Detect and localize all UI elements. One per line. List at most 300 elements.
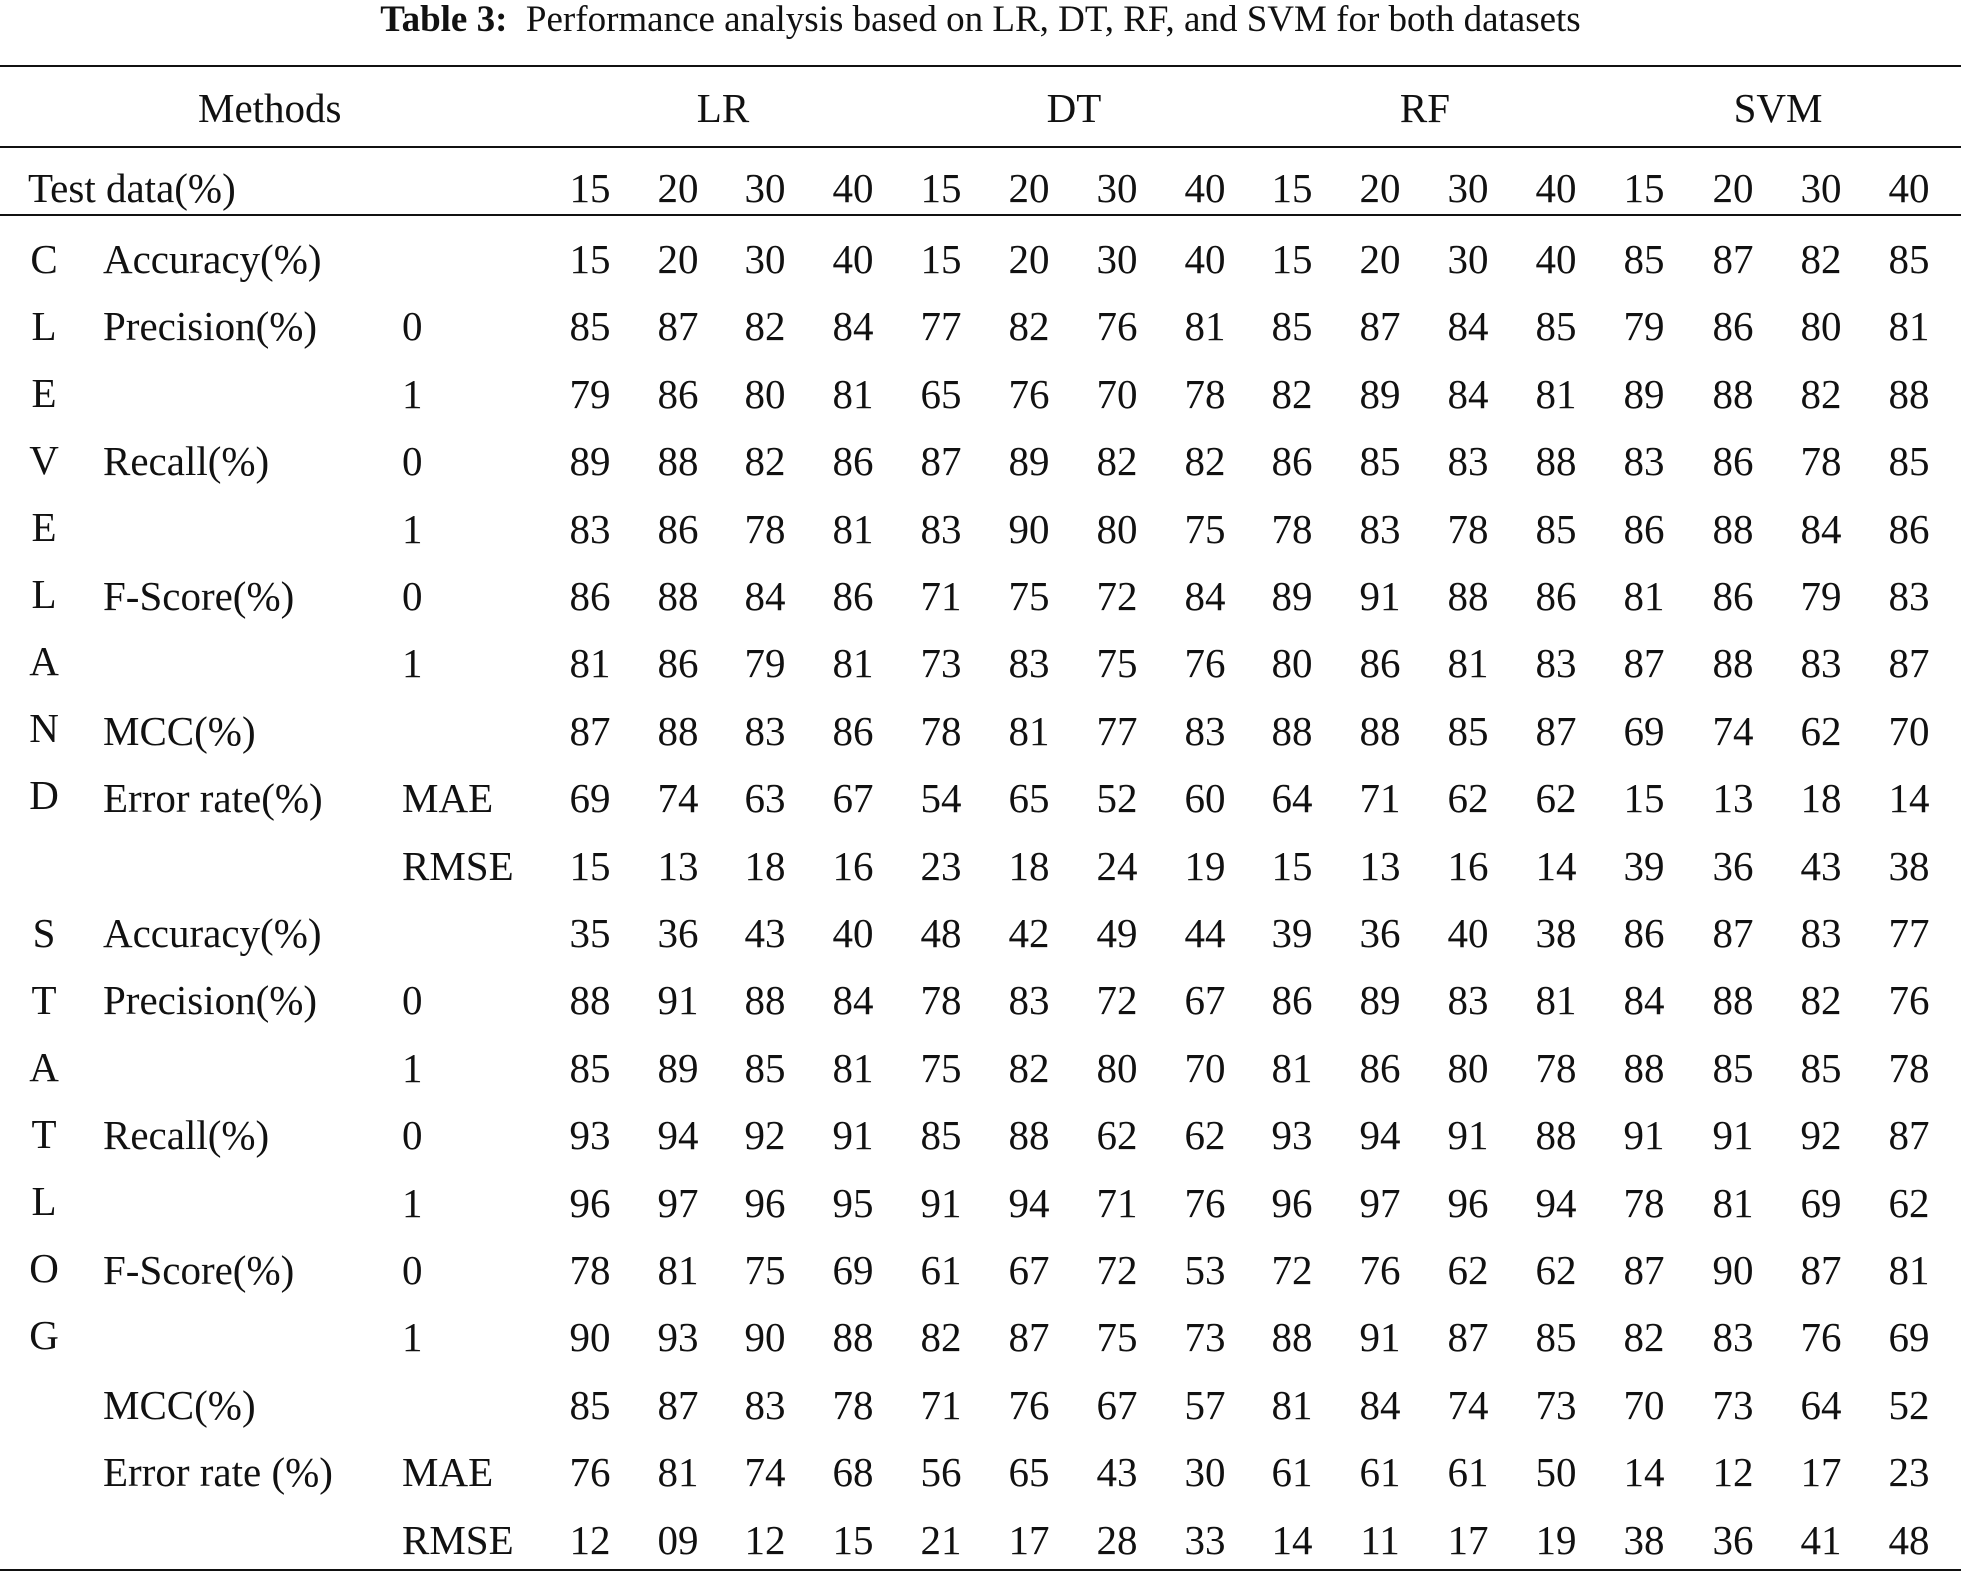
table-cell-value: 69 — [569, 775, 611, 822]
table-cell-value: 85 — [1623, 236, 1665, 282]
table-cell-value: 87 — [657, 1381, 699, 1428]
table-cell-value: 85 — [1535, 505, 1577, 552]
class-label: 0 — [402, 573, 423, 619]
table-cell-value: 70 — [1184, 1044, 1226, 1091]
table-cell-value: 80 — [1447, 1044, 1489, 1091]
table-cell-value: 88 — [832, 1314, 874, 1361]
table-cell-value: 86 — [1712, 303, 1754, 350]
metric-label: Error rate(%) — [103, 775, 323, 822]
table-cell-value: 71 — [1359, 775, 1401, 822]
table-cell-value: 86 — [657, 505, 699, 552]
table-cell-value: 17 — [1800, 1449, 1842, 1496]
table-cell-value: 93 — [1271, 1112, 1313, 1159]
class-label: 0 — [402, 1112, 423, 1159]
table-cell-value: 72 — [1271, 1247, 1313, 1293]
table-cell-value: 76 — [569, 1449, 611, 1496]
table-cell-value: 85 — [1535, 1314, 1577, 1361]
table-cell-value: 82 — [1271, 370, 1313, 417]
table-cell-value: 88 — [1888, 370, 1930, 417]
dataset-letter: A — [29, 1044, 59, 1090]
table-cell-value: 64 — [1800, 1381, 1842, 1428]
table-cell-value: 87 — [657, 303, 699, 350]
table-cell-value: 62 — [1888, 1179, 1930, 1226]
table-cell-value: 87 — [920, 438, 962, 485]
table-cell-value: 61 — [1447, 1449, 1489, 1496]
table-cell-value: 40 — [832, 910, 874, 956]
table-cell-value: 78 — [832, 1381, 874, 1428]
table-cell-value: 14 — [1888, 775, 1930, 822]
table-cell-value: 82 — [1623, 1314, 1665, 1361]
table-cell-value: 84 — [1447, 370, 1489, 417]
table-cell-value: 79 — [744, 640, 786, 687]
table-cell-value: 80 — [1271, 640, 1313, 687]
table-cell-value: 95 — [832, 1179, 874, 1226]
table-cell-value: 77 — [920, 303, 962, 350]
table-cell-value: 87 — [1712, 236, 1754, 282]
table-cell-value: 54 — [920, 775, 962, 822]
metric-label: MCC(%) — [103, 707, 256, 754]
table-cell-value: 97 — [657, 1179, 699, 1226]
table-cell-value: 88 — [1447, 573, 1489, 619]
table-cell-value: 94 — [1359, 1112, 1401, 1159]
dataset-letter: T — [31, 1111, 57, 1157]
table-cell-value: 48 — [920, 910, 962, 956]
table-cell-value: 76 — [1359, 1247, 1401, 1293]
table-cell-value: 91 — [657, 977, 699, 1024]
table-cell-value: 78 — [569, 1247, 611, 1293]
table-cell-value: 15 — [832, 1516, 874, 1563]
table-cell-value: 89 — [1359, 370, 1401, 417]
table-cell-value: 81 — [1271, 1381, 1313, 1428]
table-cell-value: 83 — [1008, 640, 1050, 687]
table-cell-value: 85 — [1447, 707, 1489, 754]
table-cell-value: 89 — [569, 438, 611, 485]
table-cell-value: 15 — [920, 236, 962, 282]
table-cell-value: 86 — [1359, 1044, 1401, 1091]
dataset-letter: L — [31, 571, 57, 617]
table-cell-value: 80 — [1096, 1044, 1138, 1091]
test-data-value: 40 — [1535, 165, 1577, 211]
table-cell-value: 13 — [1712, 775, 1754, 822]
table-cell-value: 73 — [920, 640, 962, 687]
table-cell-value: 86 — [1623, 505, 1665, 552]
table-cell-value: 75 — [1008, 573, 1050, 619]
table-cell-value: 79 — [1623, 303, 1665, 350]
table-cell-value: 12 — [1712, 1449, 1754, 1496]
table-cell-value: 65 — [920, 370, 962, 417]
table-cell-value: 72 — [1096, 1247, 1138, 1293]
table-cell-value: 89 — [1271, 573, 1313, 619]
table-cell-value: 86 — [569, 573, 611, 619]
table-cell-value: 43 — [1800, 842, 1842, 889]
table-cell-value: 63 — [744, 775, 786, 822]
table-cell-value: 75 — [744, 1247, 786, 1293]
table-cell-value: 39 — [1623, 842, 1665, 889]
table-cell-value: 75 — [1096, 1314, 1138, 1361]
table-cell-value: 73 — [1712, 1381, 1754, 1428]
table-cell-value: 76 — [1008, 370, 1050, 417]
table-cell-value: 94 — [657, 1112, 699, 1159]
table-cell-value: 36 — [657, 910, 699, 956]
table-cell-value: 91 — [1359, 573, 1401, 619]
table-cell-value: 81 — [657, 1247, 699, 1293]
table-cell-value: 74 — [1447, 1381, 1489, 1428]
class-label: 0 — [402, 977, 423, 1024]
class-label: 1 — [402, 505, 423, 552]
table-cell-value: 81 — [1888, 1247, 1930, 1293]
table-cell-value: 94 — [1008, 1179, 1050, 1226]
table-cell-value: 86 — [1271, 438, 1313, 485]
table-cell-value: 92 — [744, 1112, 786, 1159]
table-cell-value: 82 — [920, 1314, 962, 1361]
table-cell-value: 15 — [1271, 842, 1313, 889]
table-cell-value: 78 — [1623, 1179, 1665, 1226]
table-cell-value: 38 — [1535, 910, 1577, 956]
table-cell-value: 75 — [1096, 640, 1138, 687]
table-cell-value: 87 — [1623, 640, 1665, 687]
dataset-letter: A — [29, 638, 59, 684]
table-cell-value: 43 — [1096, 1449, 1138, 1496]
test-data-value: 20 — [1712, 165, 1754, 211]
table-cell-value: 83 — [1623, 438, 1665, 485]
top-rule — [0, 65, 1961, 67]
table-cell-value: 71 — [920, 573, 962, 619]
table-cell-value: 72 — [1096, 573, 1138, 619]
table-cell-value: 83 — [744, 1381, 786, 1428]
class-label: 1 — [402, 640, 423, 687]
dataset-letter: E — [31, 370, 57, 416]
table-cell-value: 17 — [1447, 1516, 1489, 1563]
table-cell-value: 76 — [1888, 977, 1930, 1024]
table-cell-value: 86 — [1359, 640, 1401, 687]
table-cell-value: 78 — [920, 707, 962, 754]
table-cell-value: 40 — [832, 236, 874, 282]
table-cell-value: 85 — [744, 1044, 786, 1091]
table-cell-value: 23 — [920, 842, 962, 889]
test-data-rule — [0, 214, 1961, 216]
table-cell-value: 62 — [1447, 775, 1489, 822]
table-cell-value: 90 — [569, 1314, 611, 1361]
table-cell-value: 61 — [920, 1247, 962, 1293]
dataset-letter: L — [31, 1178, 57, 1224]
class-label: 0 — [402, 303, 423, 350]
table-cell-value: 70 — [1623, 1381, 1665, 1428]
table-cell-value: 48 — [1888, 1516, 1930, 1563]
table-cell-value: 20 — [1008, 236, 1050, 282]
table-cell-value: 88 — [1271, 1314, 1313, 1361]
table-cell-value: 76 — [1800, 1314, 1842, 1361]
table-cell-value: 62 — [1447, 1247, 1489, 1293]
table-cell-value: 70 — [1888, 707, 1930, 754]
table-cell-value: 77 — [1888, 910, 1930, 956]
table-cell-value: 67 — [1008, 1247, 1050, 1293]
table-cell-value: 35 — [569, 910, 611, 956]
table-cell-value: 13 — [1359, 842, 1401, 889]
table-cell-value: 20 — [657, 236, 699, 282]
table-cell-value: 81 — [1888, 303, 1930, 350]
table-cell-value: 69 — [832, 1247, 874, 1293]
class-label: 1 — [402, 1179, 423, 1226]
table-cell-value: 11 — [1360, 1516, 1400, 1563]
table-cell-value: 86 — [1535, 573, 1577, 619]
table-cell-value: 81 — [832, 370, 874, 417]
table-cell-value: 49 — [1096, 910, 1138, 956]
table-cell-value: 82 — [1096, 438, 1138, 485]
table-cell-value: 81 — [832, 505, 874, 552]
table-cell-value: 82 — [1008, 1044, 1050, 1091]
table-cell-value: 75 — [1184, 505, 1226, 552]
table-cell-value: 92 — [1800, 1112, 1842, 1159]
table-caption — [0, 0, 1961, 40]
dataset-letter: S — [32, 910, 56, 956]
metric-label: Recall(%) — [103, 438, 270, 485]
table-cell-value: 87 — [569, 707, 611, 754]
bottom-rule — [0, 1569, 1961, 1571]
table-cell-value: 80 — [744, 370, 786, 417]
table-cell-value: 84 — [1359, 1381, 1401, 1428]
table-cell-value: 96 — [1447, 1179, 1489, 1226]
table-cell-value: 21 — [920, 1516, 962, 1563]
table-cell-value: 79 — [569, 370, 611, 417]
table-cell-value: 82 — [1800, 370, 1842, 417]
table-cell-value: 69 — [1888, 1314, 1930, 1361]
table-cell-value: 78 — [920, 977, 962, 1024]
table-cell-value: 28 — [1096, 1516, 1138, 1563]
class-label: 0 — [402, 1247, 423, 1293]
table-cell-value: 89 — [657, 1044, 699, 1091]
table-cell-value: 68 — [832, 1449, 874, 1496]
table-cell-value: 83 — [1359, 505, 1401, 552]
table-cell-value: 81 — [832, 640, 874, 687]
table-cell-value: 88 — [569, 977, 611, 1024]
table-cell-value: 86 — [1623, 910, 1665, 956]
table-cell-value: 82 — [1184, 438, 1226, 485]
table-cell-value: 85 — [1359, 438, 1401, 485]
table-cell-value: 30 — [1096, 236, 1138, 282]
table-cell-value: 85 — [1535, 303, 1577, 350]
table-cell-value: 62 — [1096, 1112, 1138, 1159]
table-cell-value: 83 — [1184, 707, 1226, 754]
table-cell-value: 13 — [657, 842, 699, 889]
table-cell-value: 87 — [1008, 1314, 1050, 1361]
method-group-header: DT — [1046, 85, 1102, 131]
table-cell-value: 50 — [1535, 1449, 1577, 1496]
table-cell-value: 88 — [1271, 707, 1313, 754]
table-cell-value: 88 — [657, 573, 699, 619]
table-cell-value: 91 — [1447, 1112, 1489, 1159]
table-cell-value: 97 — [1359, 1179, 1401, 1226]
table-cell-value: 81 — [569, 640, 611, 687]
table-cell-value: 78 — [744, 505, 786, 552]
table-cell-value: 17 — [1008, 1516, 1050, 1563]
test-data-value: 15 — [569, 165, 611, 211]
test-data-value: 40 — [832, 165, 874, 211]
table-cell-value: 78 — [1888, 1044, 1930, 1091]
dataset-letter: T — [31, 977, 57, 1023]
table-cell-value: 71 — [1096, 1179, 1138, 1226]
table-cell-value: 88 — [1712, 505, 1754, 552]
table-cell-value: 88 — [744, 977, 786, 1024]
dataset-letter: G — [29, 1312, 59, 1358]
table-cell-value: 82 — [744, 303, 786, 350]
table-cell-value: 18 — [1008, 842, 1050, 889]
table-cell-value: 83 — [1447, 438, 1489, 485]
metric-label: Error rate (%) — [103, 1449, 333, 1496]
table-cell-value: 87 — [1447, 1314, 1489, 1361]
dataset-name-vertical — [14, 226, 74, 829]
table-cell-value: 86 — [832, 707, 874, 754]
test-data-value: 20 — [1008, 165, 1050, 211]
table-cell-value: 19 — [1535, 1516, 1577, 1563]
table-cell-value: 78 — [1800, 438, 1842, 485]
table-cell-value: 83 — [1800, 640, 1842, 687]
test-data-value: 30 — [744, 165, 786, 211]
table-cell-value: 75 — [920, 1044, 962, 1091]
table-cell-value: 87 — [1359, 303, 1401, 350]
table-cell-value: 86 — [1271, 977, 1313, 1024]
table-cell-value: 09 — [657, 1516, 699, 1563]
metric-label: Accuracy(%) — [103, 236, 322, 282]
table-cell-value: 87 — [1712, 910, 1754, 956]
table-cell-value: 72 — [1096, 977, 1138, 1024]
table-cell-value: 62 — [1800, 707, 1842, 754]
table-cell-value: 87 — [1535, 707, 1577, 754]
dataset-letter: C — [30, 236, 58, 282]
table-cell-value: 15 — [1271, 236, 1313, 282]
class-label: 1 — [402, 1044, 423, 1091]
table-cell-value: 53 — [1184, 1247, 1226, 1293]
table-cell-value: 30 — [744, 236, 786, 282]
table-cell-value: 96 — [1271, 1179, 1313, 1226]
table-cell-value: 24 — [1096, 842, 1138, 889]
table-cell-value: 88 — [1623, 1044, 1665, 1091]
table-cell-value: 14 — [1623, 1449, 1665, 1496]
metric-label: F-Score(%) — [103, 1247, 295, 1293]
table-cell-value: 56 — [920, 1449, 962, 1496]
table-cell-value: 15 — [569, 842, 611, 889]
table-cell-value: 36 — [1712, 1516, 1754, 1563]
table-cell-value: 67 — [1184, 977, 1226, 1024]
table-cell-value: 20 — [1359, 236, 1401, 282]
table-cell-value: 85 — [569, 303, 611, 350]
table-cell-value: 81 — [1623, 573, 1665, 619]
table-cell-value: 69 — [1623, 707, 1665, 754]
table-cell-value: 33 — [1184, 1516, 1226, 1563]
dataset-letter: L — [31, 303, 57, 349]
table-cell-value: 83 — [1800, 910, 1842, 956]
table-cell-value: 81 — [1447, 640, 1489, 687]
test-data-value: 30 — [1096, 165, 1138, 211]
table-cell-value: 84 — [1800, 505, 1842, 552]
table-cell-value: 83 — [1712, 1314, 1754, 1361]
table-cell-value: 88 — [657, 707, 699, 754]
table-cell-value: 94 — [1535, 1179, 1577, 1226]
table-cell-value: 83 — [1535, 640, 1577, 687]
table-cell-value: 88 — [1535, 438, 1577, 485]
table-cell-value: 81 — [1535, 370, 1577, 417]
table-cell-value: 87 — [1800, 1247, 1842, 1293]
table-cell-value: 96 — [569, 1179, 611, 1226]
table-cell-value: 84 — [744, 573, 786, 619]
table-cell-value: 38 — [1623, 1516, 1665, 1563]
table-cell-value: 41 — [1800, 1516, 1842, 1563]
table-cell-value: 88 — [1712, 977, 1754, 1024]
table-cell-value: 67 — [832, 775, 874, 822]
metric-label: Precision(%) — [103, 303, 318, 350]
table-cell-value: 85 — [1888, 438, 1930, 485]
metric-label: Accuracy(%) — [103, 910, 322, 956]
table-cell-value: 74 — [744, 1449, 786, 1496]
table-cell-value: 30 — [1184, 1449, 1226, 1496]
table-cell-value: 87 — [1888, 1112, 1930, 1159]
table-cell-value: 69 — [1800, 1179, 1842, 1226]
table-cell-value: 83 — [1447, 977, 1489, 1024]
table-cell-value: 89 — [1359, 977, 1401, 1024]
table-cell-value: 61 — [1359, 1449, 1401, 1496]
table-cell-value: 86 — [832, 573, 874, 619]
test-data-value: 30 — [1447, 165, 1489, 211]
table-cell-value: 86 — [1712, 438, 1754, 485]
table-cell-value: 81 — [657, 1449, 699, 1496]
table-cell-value: 85 — [1712, 1044, 1754, 1091]
table-cell-value: 67 — [1096, 1381, 1138, 1428]
table-cell-value: 77 — [1096, 707, 1138, 754]
table-cell-value: 61 — [1271, 1449, 1313, 1496]
table-cell-value: 36 — [1712, 842, 1754, 889]
table-cell-value: 60 — [1184, 775, 1226, 822]
table-cell-value: 83 — [1008, 977, 1050, 1024]
metric-label: Recall(%) — [103, 1112, 270, 1159]
table-cell-value: 39 — [1271, 910, 1313, 956]
table-cell-value: 82 — [1800, 977, 1842, 1024]
table-cell-value: 71 — [920, 1381, 962, 1428]
table-cell-value: 30 — [1447, 236, 1489, 282]
table-cell-value: 83 — [569, 505, 611, 552]
table-cell-value: 88 — [1008, 1112, 1050, 1159]
table-cell-value: 70 — [1096, 370, 1138, 417]
table-cell-value: 91 — [1623, 1112, 1665, 1159]
table-cell-value: 87 — [1623, 1247, 1665, 1293]
metric-label: Precision(%) — [103, 977, 318, 1024]
methods-header: Methods — [198, 85, 342, 131]
table-cell-value: 89 — [1623, 370, 1665, 417]
table-cell-value: 23 — [1888, 1449, 1930, 1496]
table-cell-value: 88 — [1359, 707, 1401, 754]
table-cell-value: 93 — [657, 1314, 699, 1361]
table-cell-value: 16 — [1447, 842, 1489, 889]
table-cell-value: 74 — [657, 775, 699, 822]
table-cell-value: 44 — [1184, 910, 1226, 956]
table-cell-value: 85 — [569, 1044, 611, 1091]
table-cell-value: 78 — [1184, 370, 1226, 417]
table-cell-value: 14 — [1535, 842, 1577, 889]
table-cell-value: 15 — [569, 236, 611, 282]
table-cell-value: 73 — [1535, 1381, 1577, 1428]
table-cell-value: 57 — [1184, 1381, 1226, 1428]
table-cell-value: 18 — [1800, 775, 1842, 822]
table-cell-value: 81 — [1184, 303, 1226, 350]
table-cell-value: 12 — [744, 1516, 786, 1563]
table-cell-value: 40 — [1447, 910, 1489, 956]
table-cell-value: 86 — [657, 640, 699, 687]
table-cell-value: 78 — [1447, 505, 1489, 552]
test-data-value: 20 — [1359, 165, 1401, 211]
table-cell-value: 89 — [1008, 438, 1050, 485]
dataset-letter: N — [29, 705, 59, 751]
dataset-letter: O — [29, 1245, 59, 1291]
table-cell-value: 79 — [1800, 573, 1842, 619]
class-label: 1 — [402, 370, 423, 417]
